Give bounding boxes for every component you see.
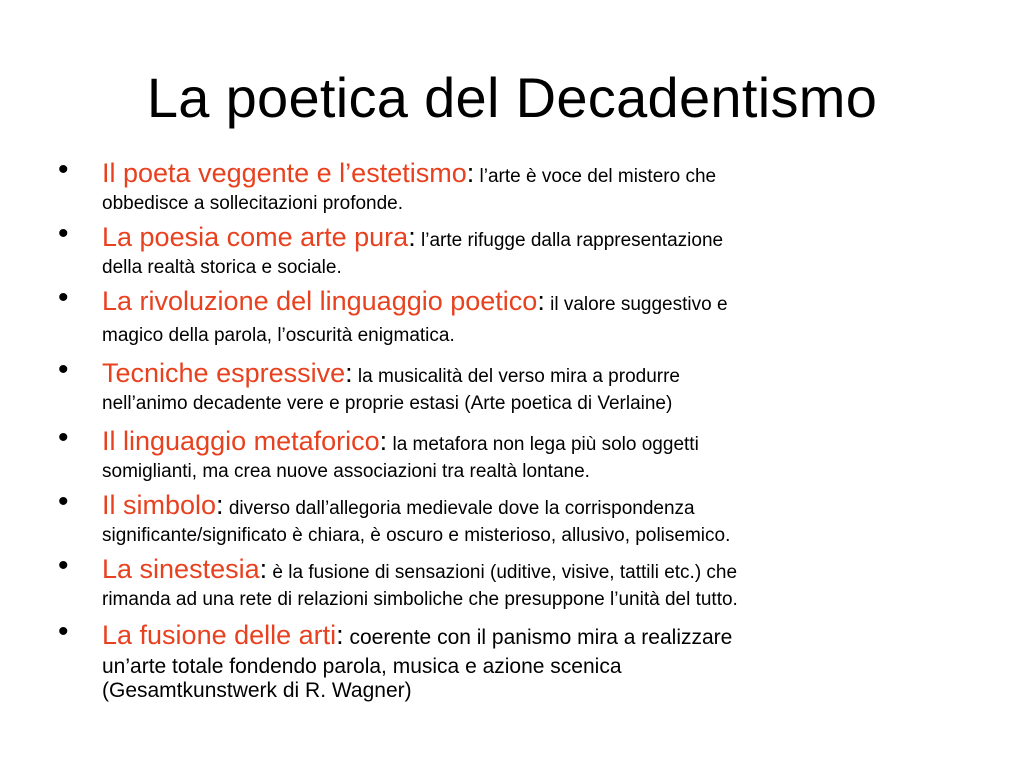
bullet-item-fusione-arti: [58, 615, 972, 703]
bullet-colon: :: [259, 554, 268, 584]
bullet-description: la musicalità del verso mira a produrre: [352, 366, 680, 387]
bullet-colon: :: [379, 426, 388, 456]
bullet-continuation: magico della parola, l’oscurità enigmatica.: [102, 325, 455, 346]
bullet-description: coerente con il panismo mira a realizzare: [343, 626, 733, 649]
bullet-colon: :: [466, 158, 475, 188]
bullet-first-line: [102, 620, 972, 655]
bullet-description: la metafora non lega più solo oggetti: [387, 434, 699, 455]
bullet-item-tecniche-espressive: [58, 353, 972, 415]
bullet-heading: La poesia come arte pura: [102, 222, 409, 252]
bullet-item-rivoluzione-linguaggio: [58, 281, 972, 351]
bullet-dot-icon: •: [58, 485, 69, 518]
bullet-first-line: [102, 490, 972, 525]
bullet-heading: La rivoluzione del linguaggio poetico: [102, 286, 538, 316]
bullet-dot-icon: •: [58, 615, 69, 648]
bullet-dot-icon: •: [58, 281, 69, 314]
bullet-first-line: [102, 426, 972, 461]
bullet-heading: Il simbolo: [102, 490, 217, 520]
bullet-continuation: significante/significato è chiara, è oscuro e misterioso, allusivo, polisemico.: [102, 525, 731, 546]
bullet-description: è la fusione di sensazioni (uditive, visive, tattili etc.) che: [267, 562, 738, 583]
bullet-dot-icon: •: [58, 153, 69, 186]
bullet-continuation: della realtà storica e sociale.: [102, 257, 342, 278]
bullet-first-line: [102, 554, 972, 589]
bullet-continuation: un’arte totale fondendo parola, musica e azione scenica (Gesamtkunstwerk di R. Wagner): [102, 655, 622, 702]
bullet-first-line: [102, 358, 972, 393]
bullet-colon: :: [336, 620, 344, 650]
bullet-item-sinestesia: [58, 549, 972, 611]
bullet-heading: Tecniche espressive: [102, 358, 346, 388]
bullet-heading: La fusione delle arti: [102, 620, 337, 650]
bullet-dot-icon: •: [58, 353, 69, 386]
slide-title: La poetica del Decadentismo: [146, 66, 878, 129]
bullet-description: il valore suggestivo e: [544, 294, 728, 315]
bullet-first-line: [102, 222, 972, 257]
bullet-first-line: [102, 286, 972, 321]
bullet-item-poesia-arte-pura: [58, 217, 972, 279]
bullet-description: diverso dall’allegoria medievale dove la corrispondenza: [223, 498, 695, 519]
bullet-continuation: obbedisce a sollecitazioni profonde.: [102, 193, 404, 214]
bullet-dot-icon: •: [58, 549, 69, 582]
bullet-description: l’arte è voce del mistero che: [474, 166, 717, 187]
bullet-continuation: rimanda ad una rete di relazioni simboliche che presuppone l’unità del tutto.: [102, 589, 738, 610]
bullet-heading: Il poeta veggente e l’estetismo: [102, 158, 467, 188]
bullet-heading: Il linguaggio metaforico: [102, 426, 380, 456]
bullet-continuation: nell’animo decadente vere e proprie estasi (Arte poetica di Verlaine): [102, 393, 673, 414]
bullet-colon: :: [537, 286, 545, 316]
bullet-item-linguaggio-metaforico: [58, 421, 972, 483]
bullet-item-poeta-veggente: [58, 153, 972, 215]
bullet-colon: :: [216, 490, 224, 520]
bullet-item-simbolo: [58, 485, 972, 547]
bullet-dot-icon: •: [58, 421, 69, 454]
bullet-first-line: [102, 158, 972, 193]
bullet-dot-icon: •: [58, 217, 69, 250]
bullet-colon: :: [345, 358, 353, 388]
bullet-description: l’arte rifugge dalla rappresentazione: [415, 230, 724, 251]
bullet-colon: :: [408, 222, 416, 252]
bullet-heading: La sinestesia: [102, 554, 260, 584]
bullet-continuation: somiglianti, ma crea nuove associazioni tra realtà lontane.: [102, 461, 590, 482]
